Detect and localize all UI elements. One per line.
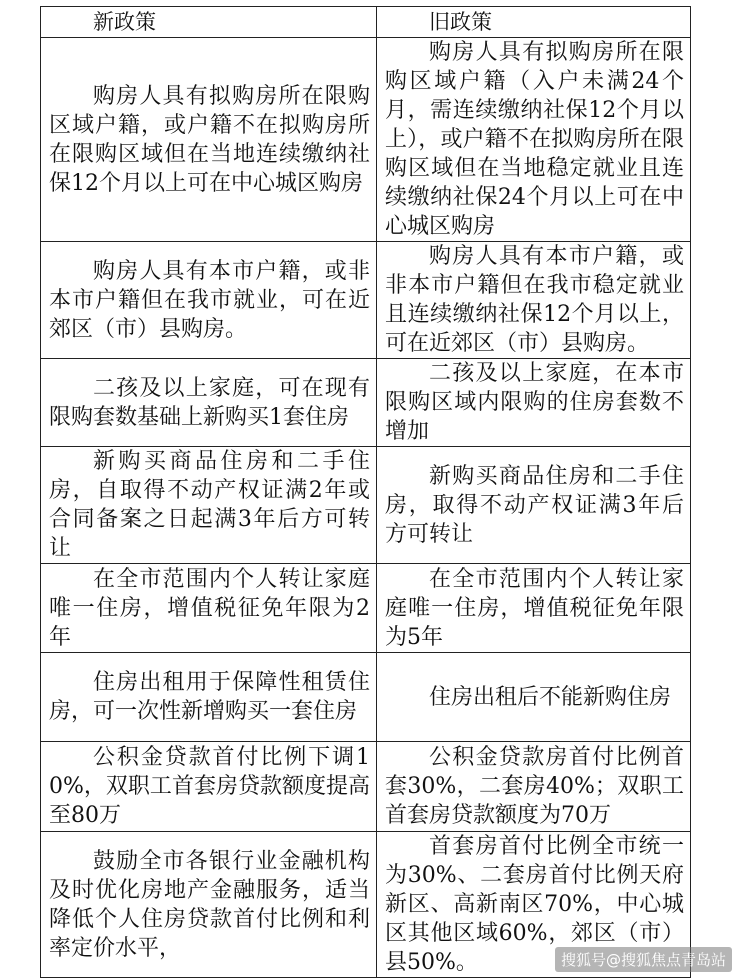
watermark-label: 搜狐号@搜狐焦点青岛站 — [555, 947, 732, 972]
new-policy-cell: 购房人具有拟购房所在限购区域户籍，或户籍不在拟购房所在限购区域但在当地连续缴纳社保12个月以上可在中心城区购房 — [41, 38, 377, 242]
table-row — [41, 564, 691, 653]
new-policy-cell: 二孩及以上家庭，可在现有限购套数基础上新购买1套住房 — [41, 359, 377, 447]
new-policy-cell: 鼓励全市各银行业金融机构及时优化房地产金融服务，适当降低个人住房贷款首付比例和利率定价水平， — [41, 832, 377, 978]
new-policy-cell: 购房人具有本市户籍，或非本市户籍但在我市就业，可在近郊区（市）县购房。 — [41, 242, 377, 359]
new-policy-cell: 在全市范围内个人转让家庭唯一住房，增值税征免年限为2年 — [41, 564, 377, 653]
old-policy-cell: 新购买商品住房和二手住房，取得不动产权证满3年后方可转让 — [377, 447, 691, 564]
new-policy-cell: 住房出租用于保障性租赁住房，可一次性新增购买一套住房 — [41, 653, 377, 742]
policy-comparison-table — [40, 6, 691, 978]
table-row — [41, 359, 691, 447]
old-policy-cell: 购房人具有拟购房所在限购区域户籍（入户未满24个月，需连续缴纳社保12个月以上），或户籍不在拟购房所在限购区域但在当地稳定就业且连续缴纳社保24个月以上可在中心城区购房 — [377, 38, 691, 242]
old-policy-cell: 首套房首付比例全市统一为30%、二套房首付比例天府新区、高新南区70%，中心城区其他区域60%，郊区（市）县50%。 — [377, 832, 691, 978]
table-row — [41, 38, 691, 242]
old-policy-cell: 在全市范围内个人转让家庭唯一住房，增值税征免年限为5年 — [377, 564, 691, 653]
table-row — [41, 242, 691, 359]
table-row — [41, 653, 691, 742]
header-new-policy: 新政策 — [41, 7, 377, 38]
old-policy-cell: 公积金贷款房首付比例首套30%，二套房40%；双职工首套房贷款额度为70万 — [377, 742, 691, 832]
table-row — [41, 447, 691, 564]
table-row — [41, 742, 691, 832]
old-policy-cell: 购房人具有本市户籍，或非本市户籍但在我市稳定就业且连续缴纳社保12个月以上，可在近郊区（市）县购房。 — [377, 242, 691, 359]
header-old-policy: 旧政策 — [377, 7, 691, 38]
header-row — [41, 7, 691, 38]
old-policy-cell: 二孩及以上家庭，在本市限购区域内限购的住房套数不增加 — [377, 359, 691, 447]
new-policy-cell: 新购买商品住房和二手住房，自取得不动产权证满2年或合同备案之日起满3年后方可转让 — [41, 447, 377, 564]
new-policy-cell: 公积金贷款首付比例下调10%，双职工首套房贷款额度提高至80万 — [41, 742, 377, 832]
old-policy-cell: 住房出租后不能新购住房 — [377, 653, 691, 742]
